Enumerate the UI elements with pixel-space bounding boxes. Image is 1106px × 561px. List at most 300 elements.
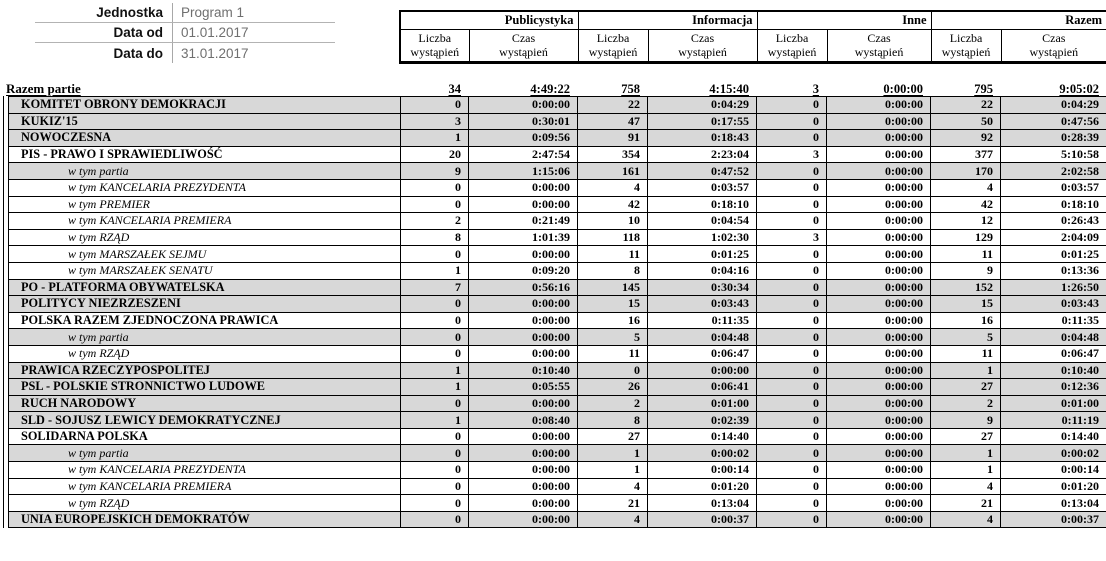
table-row: [9, 296, 1106, 313]
count-inne-cell: 0: [757, 511, 827, 528]
party-name-cell: [9, 97, 401, 114]
party-name-cell: [9, 428, 401, 445]
count-informacja-cell: 2: [578, 395, 648, 412]
group-razem: Razem: [931, 11, 1106, 30]
table-row: [9, 329, 1106, 346]
count-razem-cell: 377: [931, 146, 1001, 163]
time-razem-cell: 0:03:57: [1001, 179, 1106, 196]
count-publicystyka-cell: 0: [401, 97, 469, 114]
table-row: [9, 362, 1106, 379]
col-liczba-publicystyka: Liczba wystąpień: [400, 30, 469, 63]
count-inne-cell: 0: [757, 262, 827, 279]
count-informacja-cell: 10: [578, 213, 648, 230]
time-razem-cell: 0:00:37: [1001, 511, 1106, 528]
time-inne-cell: 0:00:00: [827, 511, 931, 528]
time-informacja-cell: 0:00:37: [648, 511, 757, 528]
count-inne-cell: 0: [757, 279, 827, 296]
totals-value: 0:00:00: [883, 82, 923, 96]
time-informacja-cell: 0:11:35: [648, 312, 757, 329]
count-informacja-cell: 11: [578, 345, 648, 362]
count-informacja-cell: 1: [578, 462, 648, 479]
count-razem-cell: 1: [931, 445, 1001, 462]
party-name-cell: [9, 113, 401, 130]
totals-value: 795: [974, 82, 993, 96]
count-publicystyka-cell: 0: [401, 246, 469, 263]
time-razem-cell: 0:04:29: [1001, 97, 1106, 114]
party-name-cell: [9, 296, 401, 313]
time-publicystyka-cell: 0:00:00: [469, 296, 578, 313]
party-name-cell: [9, 495, 401, 512]
count-publicystyka-cell: 7: [401, 279, 469, 296]
time-inne-cell: 0:00:00: [827, 462, 931, 479]
count-razem-cell: 2: [931, 395, 1001, 412]
count-razem-cell: 1: [931, 462, 1001, 479]
count-inne-cell: 0: [757, 246, 827, 263]
table-row: [9, 262, 1106, 279]
party-name-cell: [9, 179, 401, 196]
count-inne-cell: 0: [757, 296, 827, 313]
time-publicystyka-cell: 0:30:01: [469, 113, 578, 130]
time-publicystyka-cell: 0:08:40: [469, 412, 578, 429]
party-name: SLD - SOJUSZ LEWICY DEMOKRATYCZNEJ: [21, 412, 281, 427]
time-razem-cell: 0:13:36: [1001, 262, 1106, 279]
count-publicystyka-cell: 0: [401, 329, 469, 346]
count-razem-cell: 170: [931, 163, 1001, 180]
table-row: [9, 462, 1106, 479]
time-informacja-cell: 0:17:55: [648, 113, 757, 130]
count-publicystyka-cell: 8: [401, 229, 469, 246]
count-inne-cell: 0: [757, 495, 827, 512]
party-name-cell: [9, 362, 401, 379]
count-informacja-cell: 22: [578, 97, 648, 114]
col-czas-inne: Czas wystąpień: [827, 30, 931, 63]
totals-value: 3: [812, 82, 819, 96]
time-razem-cell: 0:04:48: [1001, 329, 1106, 346]
table-row: [9, 246, 1106, 263]
time-publicystyka-cell: 0:00:00: [469, 179, 578, 196]
count-informacja-cell: 8: [578, 262, 648, 279]
count-publicystyka-cell: 0: [401, 196, 469, 213]
party-rows: [9, 97, 1106, 528]
table-row: [9, 113, 1106, 130]
party-name-cell: [9, 478, 401, 495]
count-publicystyka-cell: 1: [401, 262, 469, 279]
count-inne-cell: 0: [757, 213, 827, 230]
time-razem-cell: 0:12:36: [1001, 379, 1106, 396]
party-name: NOWOCZESNA: [21, 130, 112, 145]
group-header-row: [400, 11, 1106, 30]
date-to-label: Data do: [35, 43, 173, 63]
time-inne-cell: 0:00:00: [827, 412, 931, 429]
count-razem-cell: 129: [931, 229, 1001, 246]
count-publicystyka-cell: 9: [401, 163, 469, 180]
party-name: KOMITET OBRONY DEMOKRACJI: [21, 97, 226, 112]
count-inne-cell: 3: [757, 146, 827, 163]
col-liczba-razem: Liczba wystąpień: [931, 30, 1001, 63]
party-name: w tym KANCELARIA PREZYDENTA: [68, 462, 246, 477]
time-informacja-cell: 0:01:20: [648, 478, 757, 495]
time-inne-cell: 0:00:00: [827, 146, 931, 163]
time-razem-cell: 0:03:43: [1001, 296, 1106, 313]
count-informacja-cell: 47: [578, 113, 648, 130]
totals-value: 758: [621, 82, 640, 96]
count-razem-cell: 12: [931, 213, 1001, 230]
time-razem-cell: 5:10:58: [1001, 146, 1106, 163]
time-publicystyka-cell: 0:00:00: [469, 428, 578, 445]
totals-value: 4:15:40: [709, 82, 749, 96]
count-informacja-cell: 8: [578, 412, 648, 429]
count-inne-cell: 0: [757, 462, 827, 479]
time-inne-cell: 0:00:00: [827, 130, 931, 147]
count-razem-cell: 42: [931, 196, 1001, 213]
time-inne-cell: 0:00:00: [827, 312, 931, 329]
time-inne-cell: 0:00:00: [827, 113, 931, 130]
count-razem-cell: 27: [931, 428, 1001, 445]
party-name: w tym RZĄD: [68, 346, 130, 361]
time-publicystyka-cell: 2:47:54: [469, 146, 578, 163]
party-name: w tym MARSZAŁEK SENATU: [68, 263, 213, 278]
count-publicystyka-cell: 0: [401, 462, 469, 479]
time-publicystyka-cell: 0:56:16: [469, 279, 578, 296]
time-informacja-cell: 0:04:16: [648, 262, 757, 279]
party-name: RUCH NARODOWY: [21, 395, 137, 410]
date-to-value: 31.01.2017: [181, 45, 249, 61]
time-informacja-cell: 0:13:04: [648, 495, 757, 512]
count-razem-cell: 27: [931, 379, 1001, 396]
table-row: [9, 279, 1106, 296]
time-publicystyka-cell: 0:00:00: [469, 445, 578, 462]
count-informacja-cell: 15: [578, 296, 648, 313]
count-inne-cell: 3: [757, 229, 827, 246]
count-publicystyka-cell: 0: [401, 296, 469, 313]
count-publicystyka-cell: 0: [401, 345, 469, 362]
table-row: [9, 478, 1106, 495]
party-name-cell: [9, 445, 401, 462]
table-row: [9, 163, 1106, 180]
count-publicystyka-cell: 2: [401, 213, 469, 230]
party-name-cell: [9, 329, 401, 346]
table-row: [9, 379, 1106, 396]
count-publicystyka-cell: 0: [401, 445, 469, 462]
time-inne-cell: 0:00:00: [827, 379, 931, 396]
party-name: PRAWICA RZECZYPOSPOLITEJ: [21, 362, 210, 377]
count-inne-cell: 0: [757, 412, 827, 429]
table-row: [9, 130, 1106, 147]
count-publicystyka-cell: 1: [401, 412, 469, 429]
time-publicystyka-cell: 0:00:00: [469, 196, 578, 213]
unit-value: Program 1: [181, 5, 245, 20]
time-inne-cell: 0:00:00: [827, 213, 931, 230]
party-name: w tym RZĄD: [68, 495, 130, 510]
party-name-cell: [9, 163, 401, 180]
time-razem-cell: 0:26:43: [1001, 213, 1106, 230]
time-inne-cell: 0:00:00: [827, 362, 931, 379]
time-inne-cell: 0:00:00: [827, 246, 931, 263]
time-publicystyka-cell: 0:05:55: [469, 379, 578, 396]
count-informacja-cell: 4: [578, 179, 648, 196]
time-inne-cell: 0:00:00: [827, 179, 931, 196]
time-informacja-cell: 0:06:47: [648, 345, 757, 362]
table-row: [9, 229, 1106, 246]
time-publicystyka-cell: 0:00:00: [469, 478, 578, 495]
time-informacja-cell: 0:14:40: [648, 428, 757, 445]
table-row: [9, 179, 1106, 196]
party-name: w tym partia: [68, 163, 129, 178]
date-from-label: Data od: [35, 23, 173, 42]
count-razem-cell: 92: [931, 130, 1001, 147]
time-inne-cell: 0:00:00: [827, 229, 931, 246]
totals-row: [0, 81, 1106, 97]
time-informacja-cell: 0:03:57: [648, 179, 757, 196]
count-informacja-cell: 5: [578, 329, 648, 346]
totals-value: 4:49:22: [530, 82, 570, 96]
group-inne: Inne: [757, 11, 931, 30]
party-name-cell: [9, 279, 401, 296]
report-metadata-form: [35, 3, 335, 63]
table-row: [9, 213, 1106, 230]
time-publicystyka-cell: 0:00:00: [469, 312, 578, 329]
count-inne-cell: 0: [757, 97, 827, 114]
count-inne-cell: 0: [757, 196, 827, 213]
date-from-value: 01.01.2017: [181, 25, 249, 40]
time-inne-cell: 0:00:00: [827, 196, 931, 213]
table-row: [9, 445, 1106, 462]
time-inne-cell: 0:00:00: [827, 262, 931, 279]
time-inne-cell: 0:00:00: [827, 495, 931, 512]
count-informacja-cell: 354: [578, 146, 648, 163]
party-name: SOLIDARNA POLSKA: [21, 429, 148, 444]
count-inne-cell: 0: [757, 329, 827, 346]
count-informacja-cell: 91: [578, 130, 648, 147]
time-informacja-cell: 0:03:43: [648, 296, 757, 313]
count-razem-cell: 11: [931, 345, 1001, 362]
count-razem-cell: 11: [931, 246, 1001, 263]
time-razem-cell: 0:06:47: [1001, 345, 1106, 362]
count-publicystyka-cell: 1: [401, 379, 469, 396]
time-informacja-cell: 0:18:43: [648, 130, 757, 147]
count-razem-cell: 21: [931, 495, 1001, 512]
count-publicystyka-cell: 0: [401, 495, 469, 512]
time-informacja-cell: 0:30:34: [648, 279, 757, 296]
table-row: [9, 495, 1106, 512]
time-razem-cell: 0:11:19: [1001, 412, 1106, 429]
party-name: w tym RZĄD: [68, 230, 130, 245]
party-name: w tym partia: [68, 445, 129, 460]
time-informacja-cell: 0:01:00: [648, 395, 757, 412]
unit-label: Jednostka: [35, 3, 173, 22]
count-inne-cell: 0: [757, 362, 827, 379]
party-name: PSL - POLSKIE STRONNICTWO LUDOWE: [21, 379, 265, 394]
party-name: UNIA EUROPEJSKICH DEMOKRATÓW: [21, 512, 250, 527]
count-inne-cell: 0: [757, 130, 827, 147]
date-to-row: [35, 43, 335, 63]
count-razem-cell: 4: [931, 478, 1001, 495]
col-liczba-inne: Liczba wystąpień: [757, 30, 827, 63]
time-inne-cell: 0:00:00: [827, 329, 931, 346]
table-row: [9, 97, 1106, 114]
count-inne-cell: 0: [757, 445, 827, 462]
time-razem-cell: 0:01:00: [1001, 395, 1106, 412]
time-informacja-cell: 0:18:10: [648, 196, 757, 213]
col-czas-informacja: Czas wystąpień: [648, 30, 757, 63]
time-inne-cell: 0:00:00: [827, 428, 931, 445]
table-row: [9, 196, 1106, 213]
time-informacja-cell: 0:00:02: [648, 445, 757, 462]
count-publicystyka-cell: 0: [401, 179, 469, 196]
col-czas-razem: Czas wystąpień: [1001, 30, 1106, 63]
count-informacja-cell: 1: [578, 445, 648, 462]
party-name-cell: [9, 213, 401, 230]
count-publicystyka-cell: 0: [401, 478, 469, 495]
table-row: [9, 345, 1106, 362]
count-razem-cell: 9: [931, 262, 1001, 279]
col-liczba-informacja: Liczba wystąpień: [578, 30, 648, 63]
count-informacja-cell: 118: [578, 229, 648, 246]
party-table: [8, 96, 1106, 528]
time-informacja-cell: 0:04:54: [648, 213, 757, 230]
time-inne-cell: 0:00:00: [827, 296, 931, 313]
time-informacja-cell: 0:06:41: [648, 379, 757, 396]
time-publicystyka-cell: 0:00:00: [469, 495, 578, 512]
table-row: [9, 428, 1106, 445]
time-informacja-cell: 0:02:39: [648, 412, 757, 429]
time-informacja-cell: 0:04:29: [648, 97, 757, 114]
count-razem-cell: 50: [931, 113, 1001, 130]
time-publicystyka-cell: 0:00:00: [469, 97, 578, 114]
count-informacja-cell: 21: [578, 495, 648, 512]
time-razem-cell: 0:13:04: [1001, 495, 1106, 512]
party-name: PIS - PRAWO I SPRAWIEDLIWOŚĆ: [21, 147, 223, 162]
table-row: [9, 395, 1106, 412]
time-inne-cell: 0:00:00: [827, 478, 931, 495]
time-razem-cell: 2:04:09: [1001, 229, 1106, 246]
time-publicystyka-cell: 1:01:39: [469, 229, 578, 246]
table-row: [9, 312, 1106, 329]
time-razem-cell: 0:10:40: [1001, 362, 1106, 379]
time-inne-cell: 0:00:00: [827, 395, 931, 412]
col-czas-publicystyka: Czas wystąpień: [469, 30, 578, 63]
count-inne-cell: 0: [757, 113, 827, 130]
time-publicystyka-cell: 0:00:00: [469, 511, 578, 528]
time-informacja-cell: 0:47:52: [648, 163, 757, 180]
party-name: w tym MARSZAŁEK SEJMU: [68, 246, 207, 261]
table-row: [9, 511, 1106, 528]
count-razem-cell: 1: [931, 362, 1001, 379]
party-name: w tym partia: [68, 329, 129, 344]
count-informacja-cell: 0: [578, 362, 648, 379]
totals-value: 9:05:02: [1059, 82, 1099, 96]
column-header-table: [399, 10, 1106, 64]
party-name-cell: [9, 312, 401, 329]
count-inne-cell: 0: [757, 428, 827, 445]
count-publicystyka-cell: 3: [401, 113, 469, 130]
count-inne-cell: 0: [757, 163, 827, 180]
time-razem-cell: 2:02:58: [1001, 163, 1106, 180]
count-informacja-cell: 11: [578, 246, 648, 263]
count-inne-cell: 0: [757, 345, 827, 362]
party-name-cell: [9, 395, 401, 412]
time-publicystyka-cell: 0:00:00: [469, 345, 578, 362]
count-razem-cell: 4: [931, 179, 1001, 196]
count-razem-cell: 5: [931, 329, 1001, 346]
time-publicystyka-cell: 0:09:20: [469, 262, 578, 279]
time-informacja-cell: 1:02:30: [648, 229, 757, 246]
count-inne-cell: 0: [757, 312, 827, 329]
count-publicystyka-cell: 0: [401, 511, 469, 528]
time-razem-cell: 0:14:40: [1001, 428, 1106, 445]
party-name-cell: [9, 196, 401, 213]
time-razem-cell: 0:01:20: [1001, 478, 1106, 495]
count-informacja-cell: 26: [578, 379, 648, 396]
time-publicystyka-cell: 0:10:40: [469, 362, 578, 379]
party-name: w tym KANCELARIA PREZYDENTA: [68, 180, 246, 195]
count-informacja-cell: 42: [578, 196, 648, 213]
table-row: [9, 412, 1106, 429]
party-name-cell: [9, 511, 401, 528]
measure-header-row: [400, 30, 1106, 63]
count-informacja-cell: 27: [578, 428, 648, 445]
party-name: KUKIZ'15: [21, 113, 78, 128]
count-razem-cell: 9: [931, 412, 1001, 429]
table-row: [9, 146, 1106, 163]
party-name: POLSKA RAZEM ZJEDNOCZONA PRAWICA: [21, 313, 279, 328]
totals-value: 34: [448, 82, 461, 96]
count-publicystyka-cell: 0: [401, 428, 469, 445]
time-inne-cell: 0:00:00: [827, 445, 931, 462]
count-publicystyka-cell: 0: [401, 312, 469, 329]
time-informacja-cell: 0:04:48: [648, 329, 757, 346]
time-razem-cell: 0:00:14: [1001, 462, 1106, 479]
party-name-cell: [9, 345, 401, 362]
time-publicystyka-cell: 0:00:00: [469, 246, 578, 263]
party-name: w tym KANCELARIA PREMIERA: [68, 478, 232, 493]
time-razem-cell: 0:18:10: [1001, 196, 1106, 213]
time-inne-cell: 0:00:00: [827, 97, 931, 114]
time-razem-cell: 0:00:02: [1001, 445, 1106, 462]
party-name-cell: [9, 146, 401, 163]
count-informacja-cell: 4: [578, 511, 648, 528]
count-razem-cell: 152: [931, 279, 1001, 296]
group-publicystyka: Publicystyka: [400, 11, 578, 30]
time-razem-cell: 0:47:56: [1001, 113, 1106, 130]
party-name: PO - PLATFORMA OBYWATELSKA: [21, 279, 225, 294]
time-razem-cell: 0:11:35: [1001, 312, 1106, 329]
time-inne-cell: 0:00:00: [827, 279, 931, 296]
party-name-cell: [9, 130, 401, 147]
party-name-cell: [9, 412, 401, 429]
count-publicystyka-cell: 0: [401, 395, 469, 412]
time-inne-cell: 0:00:00: [827, 345, 931, 362]
unit-row: [35, 3, 335, 23]
count-razem-cell: 22: [931, 97, 1001, 114]
party-table-wrapper: [3, 96, 1106, 528]
totals-label: Razem partie: [6, 81, 81, 96]
time-razem-cell: 0:28:39: [1001, 130, 1106, 147]
time-publicystyka-cell: 0:00:00: [469, 395, 578, 412]
count-informacja-cell: 145: [578, 279, 648, 296]
count-razem-cell: 16: [931, 312, 1001, 329]
count-inne-cell: 0: [757, 478, 827, 495]
party-name: w tym KANCELARIA PREMIERA: [68, 213, 232, 228]
count-informacja-cell: 4: [578, 478, 648, 495]
time-informacja-cell: 0:01:25: [648, 246, 757, 263]
time-publicystyka-cell: 0:21:49: [469, 213, 578, 230]
count-publicystyka-cell: 20: [401, 146, 469, 163]
count-informacja-cell: 161: [578, 163, 648, 180]
time-informacja-cell: 0:00:14: [648, 462, 757, 479]
party-name-cell: [9, 246, 401, 263]
group-informacja: Informacja: [578, 11, 757, 30]
